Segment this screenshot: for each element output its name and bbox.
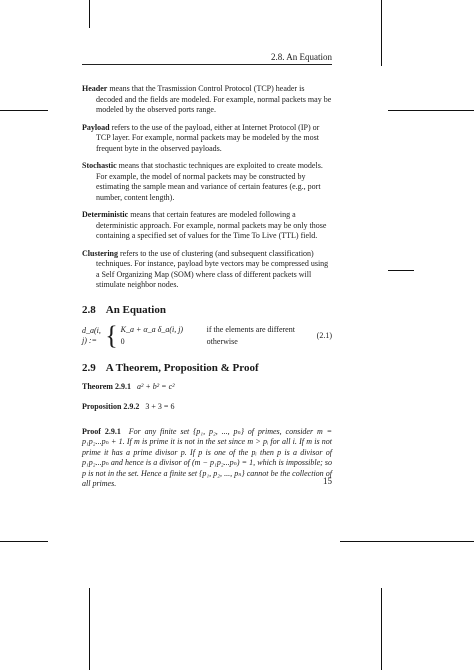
definition-header xyxy=(82,84,332,116)
case-condition: otherwise xyxy=(206,336,238,346)
running-head: 2.8. An Equation xyxy=(271,52,332,62)
left-brace: { xyxy=(105,321,118,350)
theorem xyxy=(82,382,332,393)
case-condition: if the elements are different xyxy=(206,325,295,334)
definition-text: means that stochastic techniques are exploited to create models. For example, the model of normal packets may be constructed by estimating the sample mean and variance of certain features (e.g., port number, content length). xyxy=(96,161,323,202)
theorem-label: Theorem 2.9.1 xyxy=(82,381,131,391)
section-heading-2-8 xyxy=(82,305,332,316)
crop-mark xyxy=(89,0,90,28)
definition-stochastic xyxy=(82,161,332,203)
page-number: 15 xyxy=(323,476,332,486)
equation-number: (2.1) xyxy=(316,330,332,340)
theorem-body: a² + b² = c² xyxy=(136,381,175,391)
definition-payload xyxy=(82,123,332,155)
definition-term: Header xyxy=(82,84,108,93)
section-title: A Theorem, Proposition & Proof xyxy=(105,362,259,374)
proof-body: For any finite set {p₁, p₂, ..., pₙ} of primes, consider m = p₁p₂...pₙ + 1. If m is prime it is not in the set since m > pᵢ for all i. If m is not prime it has a prime divisor p. If p is one of the pᵢ then p is a divisor of p₁p₂...pₙ and hence is a divisor of (m − p₁p₂...pₙ) = 1, which is impossible; so p is not in the set. Hence a finite set {p₁, p₂, ..., pₙ} cannot be the collection of all primes. xyxy=(82,426,333,488)
crop-mark xyxy=(388,270,414,271)
proof-label: Proof 2.9.1 xyxy=(82,426,121,436)
equation-2-1 xyxy=(82,323,332,349)
case-expression: 0 xyxy=(120,336,125,346)
crop-mark xyxy=(381,588,382,670)
crop-mark xyxy=(381,0,382,66)
definition-term: Clustering xyxy=(82,248,118,258)
definition-term: Payload xyxy=(82,122,110,132)
page-body xyxy=(82,84,332,490)
definition-text: refers to the use of clustering (and subsequent classification) techniques. For instance, payload byte vectors may be compressed using a Self Organizing Map (SOM) where class of different packets will stimulate neighbor nodes. xyxy=(96,248,329,289)
definition-term: Deterministic xyxy=(82,210,129,219)
definition-text: means that certain features are modeled following a deterministic approach. For example, normal packets may be only those containing a specified set of values for the Time To Live (TTL) field. xyxy=(96,210,327,240)
section-heading-2-9 xyxy=(82,363,332,374)
crop-mark xyxy=(0,541,48,542)
equation-cases xyxy=(121,325,317,347)
proposition-body: 3 + 3 = 6 xyxy=(145,402,175,411)
case-expression: K_a + α_a δ_a(i, j) xyxy=(120,325,184,334)
definition-term: Stochastic xyxy=(82,161,117,170)
section-number: 2.9 xyxy=(82,362,96,374)
section-number: 2.8 xyxy=(82,303,96,316)
crop-mark xyxy=(0,110,48,111)
crop-mark xyxy=(388,110,474,111)
proposition xyxy=(82,402,332,413)
section-title: An Equation xyxy=(105,303,166,316)
definition-text: refers to the use of the payload, either at Internet Protocol (IP) or TCP layer. For example, normal packets may be modeled by the most frequent byte in the observed payloads. xyxy=(96,122,320,153)
proposition-label: Proposition 2.9.2 xyxy=(82,402,140,411)
crop-mark xyxy=(340,541,474,542)
definition-text: means that the Trasmission Control Protocol (TCP) header is decoded and the fields are modeled. For example, normal packets may be modeled by the observed ports range. xyxy=(96,84,332,114)
crop-mark xyxy=(89,588,90,670)
definition-clustering xyxy=(82,249,332,291)
definition-deterministic xyxy=(82,210,332,242)
equation-lhs: d_a(i, j) := xyxy=(82,325,101,345)
header-rule xyxy=(82,64,332,65)
